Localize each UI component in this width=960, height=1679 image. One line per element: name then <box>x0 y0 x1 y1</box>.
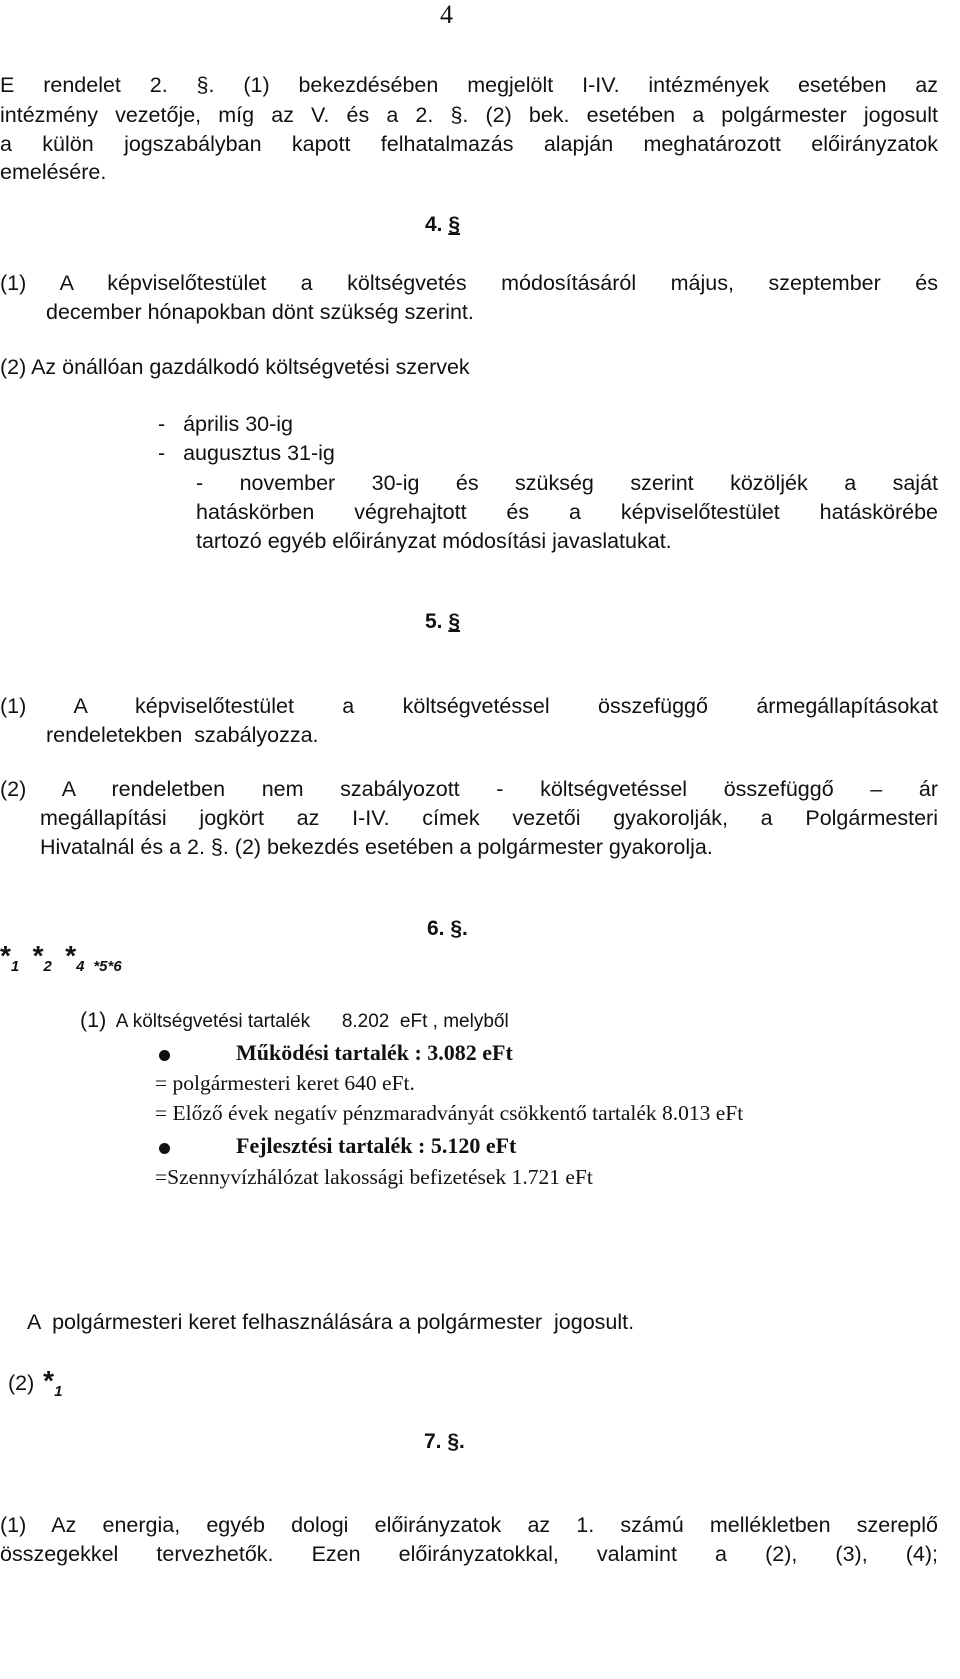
section-number: 4. <box>425 213 443 236</box>
list-item-line: tartozó egyéb előirányzat módosítási javaslatukat. <box>196 529 672 553</box>
list-item: - április 30-ig <box>158 412 294 436</box>
paragraph-line: megállapítási jogkört az I-IV. címek vezetői gyakorolják, a Polgármesteri <box>40 806 938 830</box>
reserve-intro <box>80 1008 509 1033</box>
bullet-icon <box>159 1143 170 1154</box>
paragraph-2-marker <box>8 1365 62 1399</box>
paragraph-line: összegekkel tervezhetők. Ezen előirányzatokkal, valamint a (2), (3), (4); <box>0 1542 938 1566</box>
bullet-icon <box>159 1050 170 1061</box>
amendment-star: * <box>43 1365 55 1396</box>
paragraph-label: (1) <box>80 1008 107 1032</box>
intro-line: intézmény vezetője, míg az V. és a 2. §. (2) bek. esetében a polgármester jogosult <box>0 103 938 127</box>
list-item: - augusztus 31-ig <box>158 441 335 465</box>
section-heading <box>425 610 460 634</box>
intro-line: E rendelet 2. §. (1) bekezdésében megjelölt I-IV. intézmények esetében az <box>0 73 938 97</box>
reserve-item-line: = polgármesteri keret 640 eFt. <box>155 1071 415 1095</box>
reserve-item-operating: Működési tartalék : 3.082 eFt <box>236 1040 513 1065</box>
section-heading: 6. §. <box>427 917 468 940</box>
amendment-ref: 1 <box>10 958 20 975</box>
paragraph-line: december hónapokban dönt szükség szerint. <box>46 300 474 324</box>
authority-sentence: A polgármesteri keret felhasználására a polgármester jogosult. <box>27 1310 635 1334</box>
paragraph-line: (2) Az önállóan gazdálkodó költségvetési szervek <box>0 355 470 379</box>
paragraph-line: rendeletekben szabályozza. <box>46 723 319 747</box>
paragraph-line: (1) A képviselőtestület a költségvetés módosításáról május, szeptember és <box>0 271 938 295</box>
section-sign: § <box>448 610 461 633</box>
amendment-ref: *5*6 <box>93 958 122 975</box>
paragraph-line: Hivatalnál és a 2. §. (2) bekezdés esetében a polgármester gyakorolja. <box>40 835 713 859</box>
reserve-item-development: Fejlesztési tartalék : 5.120 eFt <box>236 1133 517 1158</box>
paragraph-line: (1) A képviselőtestület a költségvetéssel összefüggő ármegállapításokat <box>0 694 938 718</box>
reserve-amount: 8.202 <box>341 1011 390 1032</box>
section-number: 5. <box>425 610 443 633</box>
paragraph-line: (2) A rendeletben nem szabályozott - költségvetéssel összefüggő – ár <box>0 777 938 801</box>
paragraph-label: (2) <box>8 1371 35 1395</box>
reserve-tail: eFt , melyből <box>399 1011 509 1032</box>
section-sign: § <box>448 213 461 236</box>
amendment-marks <box>0 940 122 975</box>
reserve-item-line: =Szennyvízhálózat lakossági befizetések 1.721 eFt <box>155 1165 593 1189</box>
amendment-star: * <box>0 940 11 971</box>
amendment-ref: 1 <box>54 1383 63 1400</box>
intro-line: emelésére. <box>0 160 107 184</box>
list-item: - november 30-ig és szükség szerint közöljék a saját <box>196 471 938 495</box>
amendment-star: * <box>32 940 44 971</box>
amendment-ref: 4 <box>76 958 85 975</box>
intro-line: a külön jogszabályban kapott felhatalmazás alapján meghatározott előirányzatok <box>0 132 938 156</box>
page-number: 4 <box>440 0 453 29</box>
section-heading: 7. §. <box>424 1430 465 1453</box>
reserve-item-line: = Előző évek negatív pénzmaradványát csökkentő tartalék 8.013 eFt <box>155 1101 744 1125</box>
paragraph-line: (1) Az energia, egyéb dologi előirányzatok az 1. számú mellékletben szereplő <box>0 1513 938 1537</box>
amendment-star: * <box>65 940 77 971</box>
list-item-line: hatáskörben végrehajtott és a képviselőtestület hatáskörébe <box>196 500 938 524</box>
section-heading <box>425 213 460 237</box>
amendment-ref: 2 <box>43 958 52 975</box>
reserve-name: A költségvetési tartalék <box>115 1011 311 1032</box>
